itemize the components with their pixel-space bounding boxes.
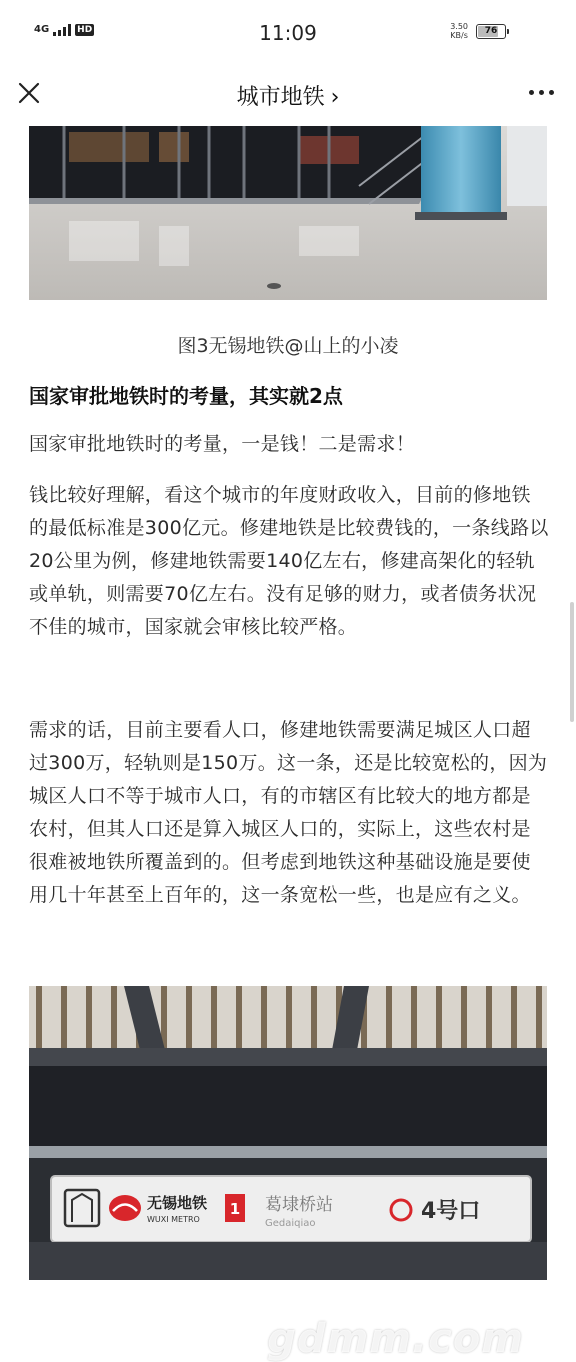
account-title: 城市地铁 bbox=[236, 85, 325, 110]
station-name-en: Gedaiqiao bbox=[265, 1218, 316, 1229]
metro-brand-cn: 无锡地铁 bbox=[147, 1194, 208, 1212]
metro-platform-photo[interactable] bbox=[29, 126, 547, 300]
status-bar bbox=[0, 0, 576, 64]
hd-badge: HD bbox=[77, 25, 93, 35]
account-title-link[interactable] bbox=[0, 80, 576, 111]
station-name: 葛埭桥站 bbox=[265, 1195, 333, 1215]
paragraph-2: 钱比较好理解，看这个城市的年度财政收入，目前的修地铁的最低标准是300亿元。修建地铁是比较费钱的，一条线路以20公里为例，修建地铁需要140亿左右，修建高架化的轻轨或单轨，则需要70亿左右。没有足够的财力，或者债务状况不佳的城市，国家就会审核比较严格。 bbox=[29, 484, 549, 638]
chevron-right-icon: › bbox=[330, 85, 340, 110]
network-type: 4G bbox=[34, 24, 50, 35]
section-heading: 国家审批地铁时的考量，其实就2点 bbox=[29, 384, 343, 408]
paragraph-1: 国家审批地铁时的考量，一是钱！二是需求！ bbox=[29, 433, 416, 455]
line-number: 1 bbox=[229, 1200, 241, 1218]
station-entrance-photo[interactable] bbox=[29, 986, 547, 1280]
scroll-indicator[interactable] bbox=[570, 602, 574, 722]
battery-tip bbox=[507, 29, 509, 34]
watermark: gdmm.com bbox=[267, 1316, 524, 1362]
image-caption: 图3无锡地铁@山上的小凌 bbox=[177, 335, 399, 357]
net-speed-unit: KB/s bbox=[450, 31, 468, 40]
article-content bbox=[0, 126, 576, 1362]
metro-brand-en: WUXI METRO bbox=[147, 1215, 200, 1224]
more-button[interactable] bbox=[529, 90, 554, 95]
more-dot bbox=[549, 90, 554, 95]
battery-level: 76 bbox=[484, 25, 498, 36]
status-time: 11:09 bbox=[259, 21, 317, 45]
net-speed-value: 3.50 bbox=[450, 22, 468, 31]
more-dot bbox=[529, 90, 534, 95]
net-speed bbox=[450, 22, 468, 40]
paragraph-3: 需求的话，目前主要看人口，修建地铁需要满足城区人口超过300万，轻轨则是150万。这一条，还是比较宽松的，因为城区人口不等于城市人口，有的市辖区有比较大的地方都是农村，但其人口还是算入城区人口的，实际上，这些农村是很难被地铁所覆盖到的。但考虑到地铁这种基础设施是要使用几十年甚至上百年的，这一条宽松一些，也是应有之义。 bbox=[29, 719, 548, 906]
nav-bar bbox=[0, 64, 576, 126]
more-dot bbox=[539, 90, 544, 95]
status-right bbox=[450, 22, 506, 40]
exit-number: 4号口 bbox=[421, 1199, 481, 1224]
battery-icon bbox=[476, 24, 506, 39]
